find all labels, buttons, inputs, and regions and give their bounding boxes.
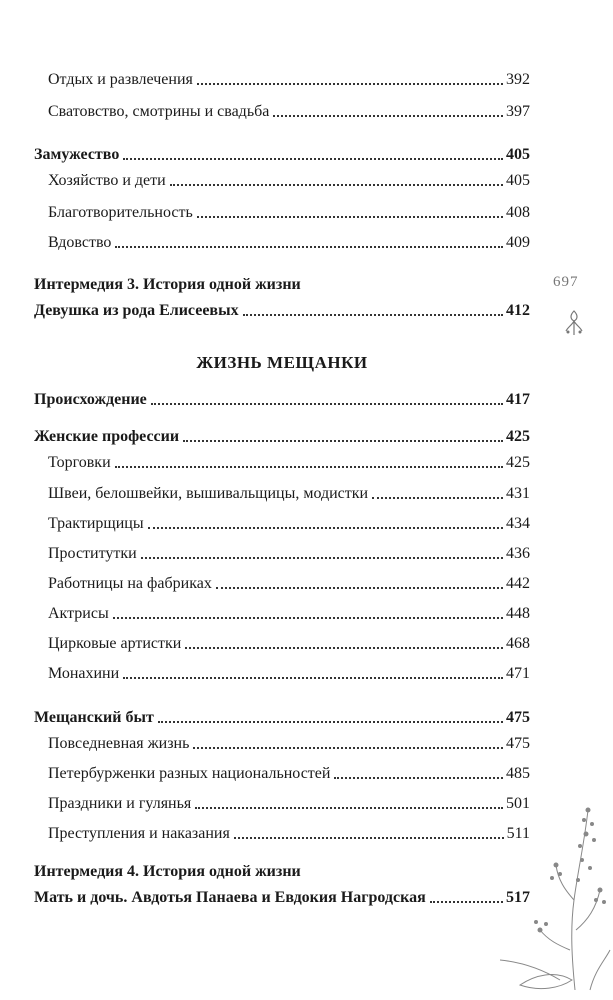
toc-chapter[interactable]	[34, 423, 530, 447]
toc-entry[interactable]	[34, 66, 530, 90]
dot-leader	[216, 587, 503, 589]
toc-entry[interactable]	[34, 660, 530, 684]
toc-intermedia-title: Интермедия 3. История одной жизни	[34, 276, 301, 293]
toc-chapter-page: 475	[506, 709, 530, 726]
toc-entry-title: Вдовство	[48, 234, 112, 251]
toc-entry-page: 448	[506, 605, 530, 622]
toc-entry-page: 431	[506, 485, 530, 502]
toc-chapter-title: Женские профессии	[34, 428, 180, 445]
toc-entry[interactable]	[34, 730, 530, 754]
toc-entry-page: 397	[506, 103, 530, 120]
toc-chapter-page: 425	[506, 428, 530, 445]
dot-leader	[141, 557, 503, 559]
toc-entry[interactable]	[34, 229, 530, 253]
toc-entry-page: 434	[506, 515, 530, 532]
toc-entry-title: Петербурженки разных национальностей	[48, 765, 331, 782]
toc-chapter-page: 405	[506, 146, 530, 163]
toc-intermedia-heading	[34, 858, 530, 882]
toc-entry[interactable]	[34, 820, 530, 844]
toc-entry-title: Проститутки	[48, 545, 137, 562]
dot-leader	[197, 216, 503, 218]
dot-leader	[113, 617, 503, 619]
dot-leader	[158, 721, 503, 723]
toc-chapter-page: 417	[506, 391, 530, 408]
dot-leader	[123, 158, 503, 160]
toc-entry[interactable]	[34, 570, 530, 594]
dot-leader	[430, 901, 503, 903]
toc-entry[interactable]	[34, 480, 530, 504]
toc-chapter-page: 412	[506, 302, 530, 319]
toc-chapter[interactable]	[34, 884, 530, 908]
dot-leader	[334, 777, 503, 779]
toc-entry-page: 511	[506, 825, 530, 842]
toc-chapter-page: 517	[506, 889, 530, 906]
toc-chapter[interactable]	[34, 386, 530, 410]
toc-chapter[interactable]	[34, 141, 530, 165]
floret-icon	[562, 309, 586, 337]
toc-chapter-title: Мещанский быт	[34, 709, 154, 726]
page-number: 697	[553, 274, 579, 290]
toc-entry[interactable]	[34, 510, 530, 534]
toc-entry-title: Торговки	[48, 454, 111, 471]
toc-chapter[interactable]	[34, 297, 530, 321]
dot-leader	[185, 647, 503, 649]
toc-entry-page: 471	[506, 665, 530, 682]
toc-entry[interactable]	[34, 540, 530, 564]
toc-entry-page: 436	[506, 545, 530, 562]
toc-chapter-title: Происхождение	[34, 391, 147, 408]
toc-entry[interactable]	[34, 98, 530, 122]
toc-entry-title: Праздники и гулянья	[48, 795, 192, 812]
toc-entry[interactable]	[34, 167, 530, 191]
toc-entry-page: 425	[506, 454, 530, 471]
toc-entry-title: Швеи, белошвейки, вышивальщицы, модистки	[48, 485, 369, 502]
toc-entry-title: Хозяйство и дети	[48, 172, 166, 189]
toc-entry-title: Преступления и наказания	[48, 825, 230, 842]
dot-leader	[273, 115, 503, 117]
toc-entry-title: Трактирщицы	[48, 515, 144, 532]
toc-entry-page: 392	[506, 71, 530, 88]
toc-entry-title: Повседневная жизнь	[48, 735, 190, 752]
toc-chapter-title: Девушка из рода Елисеевых	[34, 302, 239, 319]
toc-chapter-title: Замужество	[34, 146, 120, 163]
dot-leader	[195, 807, 503, 809]
dot-leader	[197, 83, 503, 85]
dot-leader	[243, 314, 503, 316]
toc-entry-title: Монахини	[48, 665, 120, 682]
toc-entry-page: 405	[506, 172, 530, 189]
dot-leader	[234, 837, 504, 839]
toc-entry[interactable]	[34, 600, 530, 624]
dot-leader	[148, 527, 503, 529]
toc-entry-title: Отдых и развлечения	[48, 71, 193, 88]
dot-leader	[115, 246, 503, 248]
dot-leader	[115, 466, 503, 468]
dot-leader	[170, 184, 503, 186]
floral-ornament-icon	[500, 790, 612, 995]
toc-entry-page: 409	[506, 234, 530, 251]
toc-entry-title: Благотворительность	[48, 204, 193, 221]
toc-entry[interactable]	[34, 199, 530, 223]
toc-entry-page: 408	[506, 204, 530, 221]
toc-chapter[interactable]	[34, 704, 530, 728]
toc-entry-page: 475	[506, 735, 530, 752]
toc-chapter-title: Мать и дочь. Авдотья Панаева и Евдокия Нагродская	[34, 889, 426, 906]
toc-entry-page: 442	[506, 575, 530, 592]
toc-entry-title: Актрисы	[48, 605, 109, 622]
dot-leader	[123, 677, 503, 679]
section-heading: ЖИЗНЬ МЕЩАНКИ	[196, 353, 368, 372]
toc-entry[interactable]	[34, 630, 530, 654]
toc-entry-title: Цирковые артистки	[48, 635, 182, 652]
toc-intermedia-heading	[34, 271, 530, 295]
toc-entry-page: 501	[506, 795, 530, 812]
toc-entry-page: 468	[506, 635, 530, 652]
dot-leader	[183, 440, 503, 442]
toc-entry[interactable]	[34, 449, 530, 473]
dot-leader	[193, 747, 503, 749]
toc-entry-title: Сватовство, смотрины и свадьба	[48, 103, 270, 120]
dot-leader	[151, 403, 503, 405]
toc-entry-page: 485	[506, 765, 530, 782]
toc-entry[interactable]	[34, 760, 530, 784]
dot-leader	[372, 497, 503, 499]
toc-intermedia-title: Интермедия 4. История одной жизни	[34, 863, 301, 880]
toc-entry[interactable]	[34, 790, 530, 814]
toc-entry-title: Работницы на фабриках	[48, 575, 212, 592]
